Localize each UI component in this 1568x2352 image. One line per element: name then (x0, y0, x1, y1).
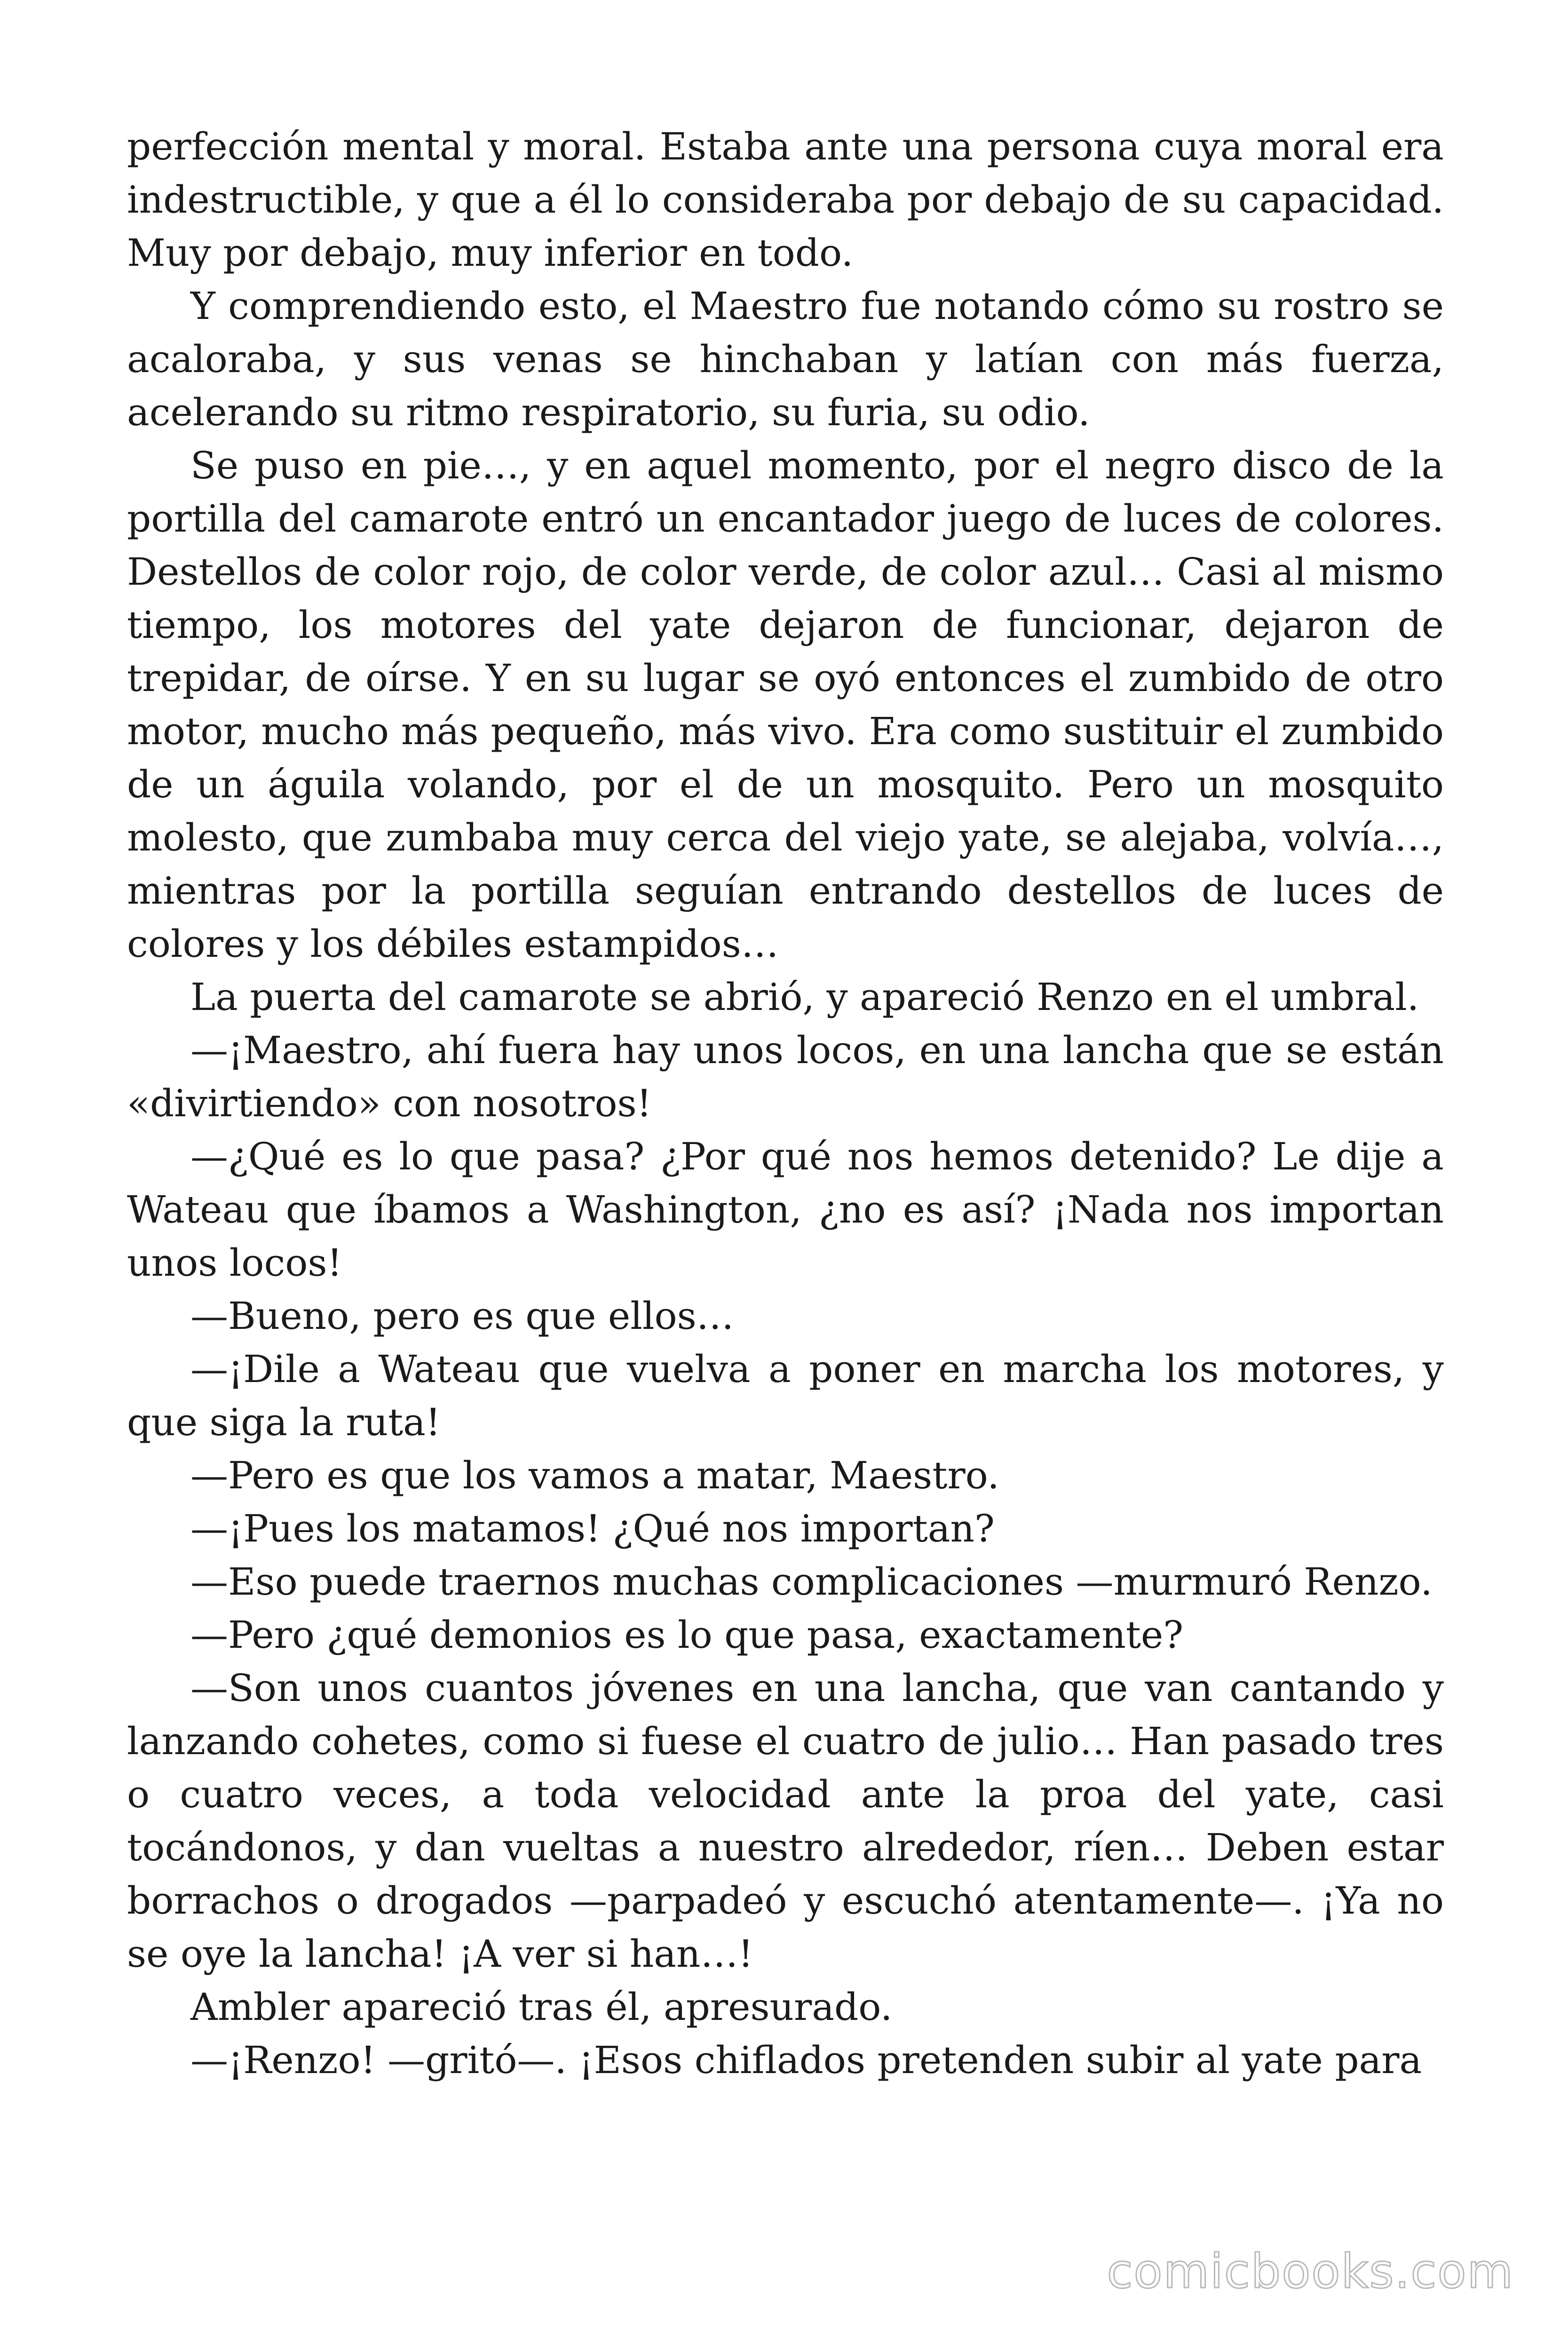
paragraph-12: —Pero ¿qué demonios es lo que pasa, exactamente? (190, 1613, 1184, 1657)
paragraph-4: La puerta del camarote se abrió, y apareció Renzo en el umbral. (190, 975, 1419, 1019)
paragraph-8: —¡Dile a Wateau que vuelva a poner en marcha los motores, y que siga la ruta! (127, 1347, 1444, 1444)
paragraph-14: Ambler apareció tras él, apresurado. (190, 1985, 893, 2029)
paragraph-13: —Son unos cuantos jóvenes en una lancha, que van cantando y lanzando cohetes, como si fuese el cuatro de julio… Han pasado tres o cuatro veces, a toda velocidad ante la proa del yate, casi tocándonos, y dan vueltas a nuestro alrededor, ríen… Deben estar borrachos o drogados —parpadeó y escuchó atentamente—. ¡Ya no se oye la lancha! ¡A ver si han…! (127, 1666, 1444, 1976)
paragraph-7: —Bueno, pero es que ellos… (190, 1294, 734, 1338)
paragraph-6: —¿Qué es lo que pasa? ¿Por qué nos hemos detenido? Le dije a Wateau que íbamos a Washington, ¿no es así? ¡Nada nos importan unos locos! (127, 1135, 1444, 1285)
paragraph-5: —¡Maestro, ahí fuera hay unos locos, en una lancha que se están «divirtiendo» con nosotros! (127, 1028, 1444, 1125)
paragraph-10: —¡Pues los matamos! ¿Qué nos importan? (190, 1507, 995, 1550)
paragraph-1: perfección mental y moral. Estaba ante una persona cuya moral era indestructible, y que a él lo consideraba por debajo de su capacidad. Muy por debajo, muy inferior en todo. (127, 125, 1444, 275)
page-body (127, 120, 1444, 2087)
paragraph-3: Se puso en pie…, y en aquel momento, por el negro disco de la portilla del camarote entró un encantador juego de luces de colores. Destellos de color rojo, de color verde, de color azul… Casi al mismo tiempo, los motores del yate dejaron de funcionar, dejaron de trepidar, de oírse. Y en su lugar se oyó entonces el zumbido de otro motor, mucho más pequeño, más vivo. Era como sustituir el zumbido de un águila volando, por el de un mosquito. Pero un mosquito molesto, que zumbaba muy cerca del viejo yate, se alejaba, volvía…, mientras por la portilla seguían entrando destellos de luces de colores y los débiles estampidos… (127, 444, 1444, 966)
paragraph-9: —Pero es que los vamos a matar, Maestro. (190, 1454, 999, 1497)
paragraph-11: —Eso puede traernos muchas complicaciones —murmuró Renzo. (190, 1560, 1433, 1604)
watermark: comicbooks.com (1107, 2244, 1514, 2299)
paragraph-2: Y comprendiendo esto, el Maestro fue notando cómo su rostro se acaloraba, y sus venas se hinchaban y latían con más fuerza, acelerando su ritmo respiratorio, su furia, su odio. (127, 284, 1444, 434)
paragraph-15: —¡Renzo! —gritó—. ¡Esos chiflados pretenden subir al yate para (190, 2038, 1422, 2082)
